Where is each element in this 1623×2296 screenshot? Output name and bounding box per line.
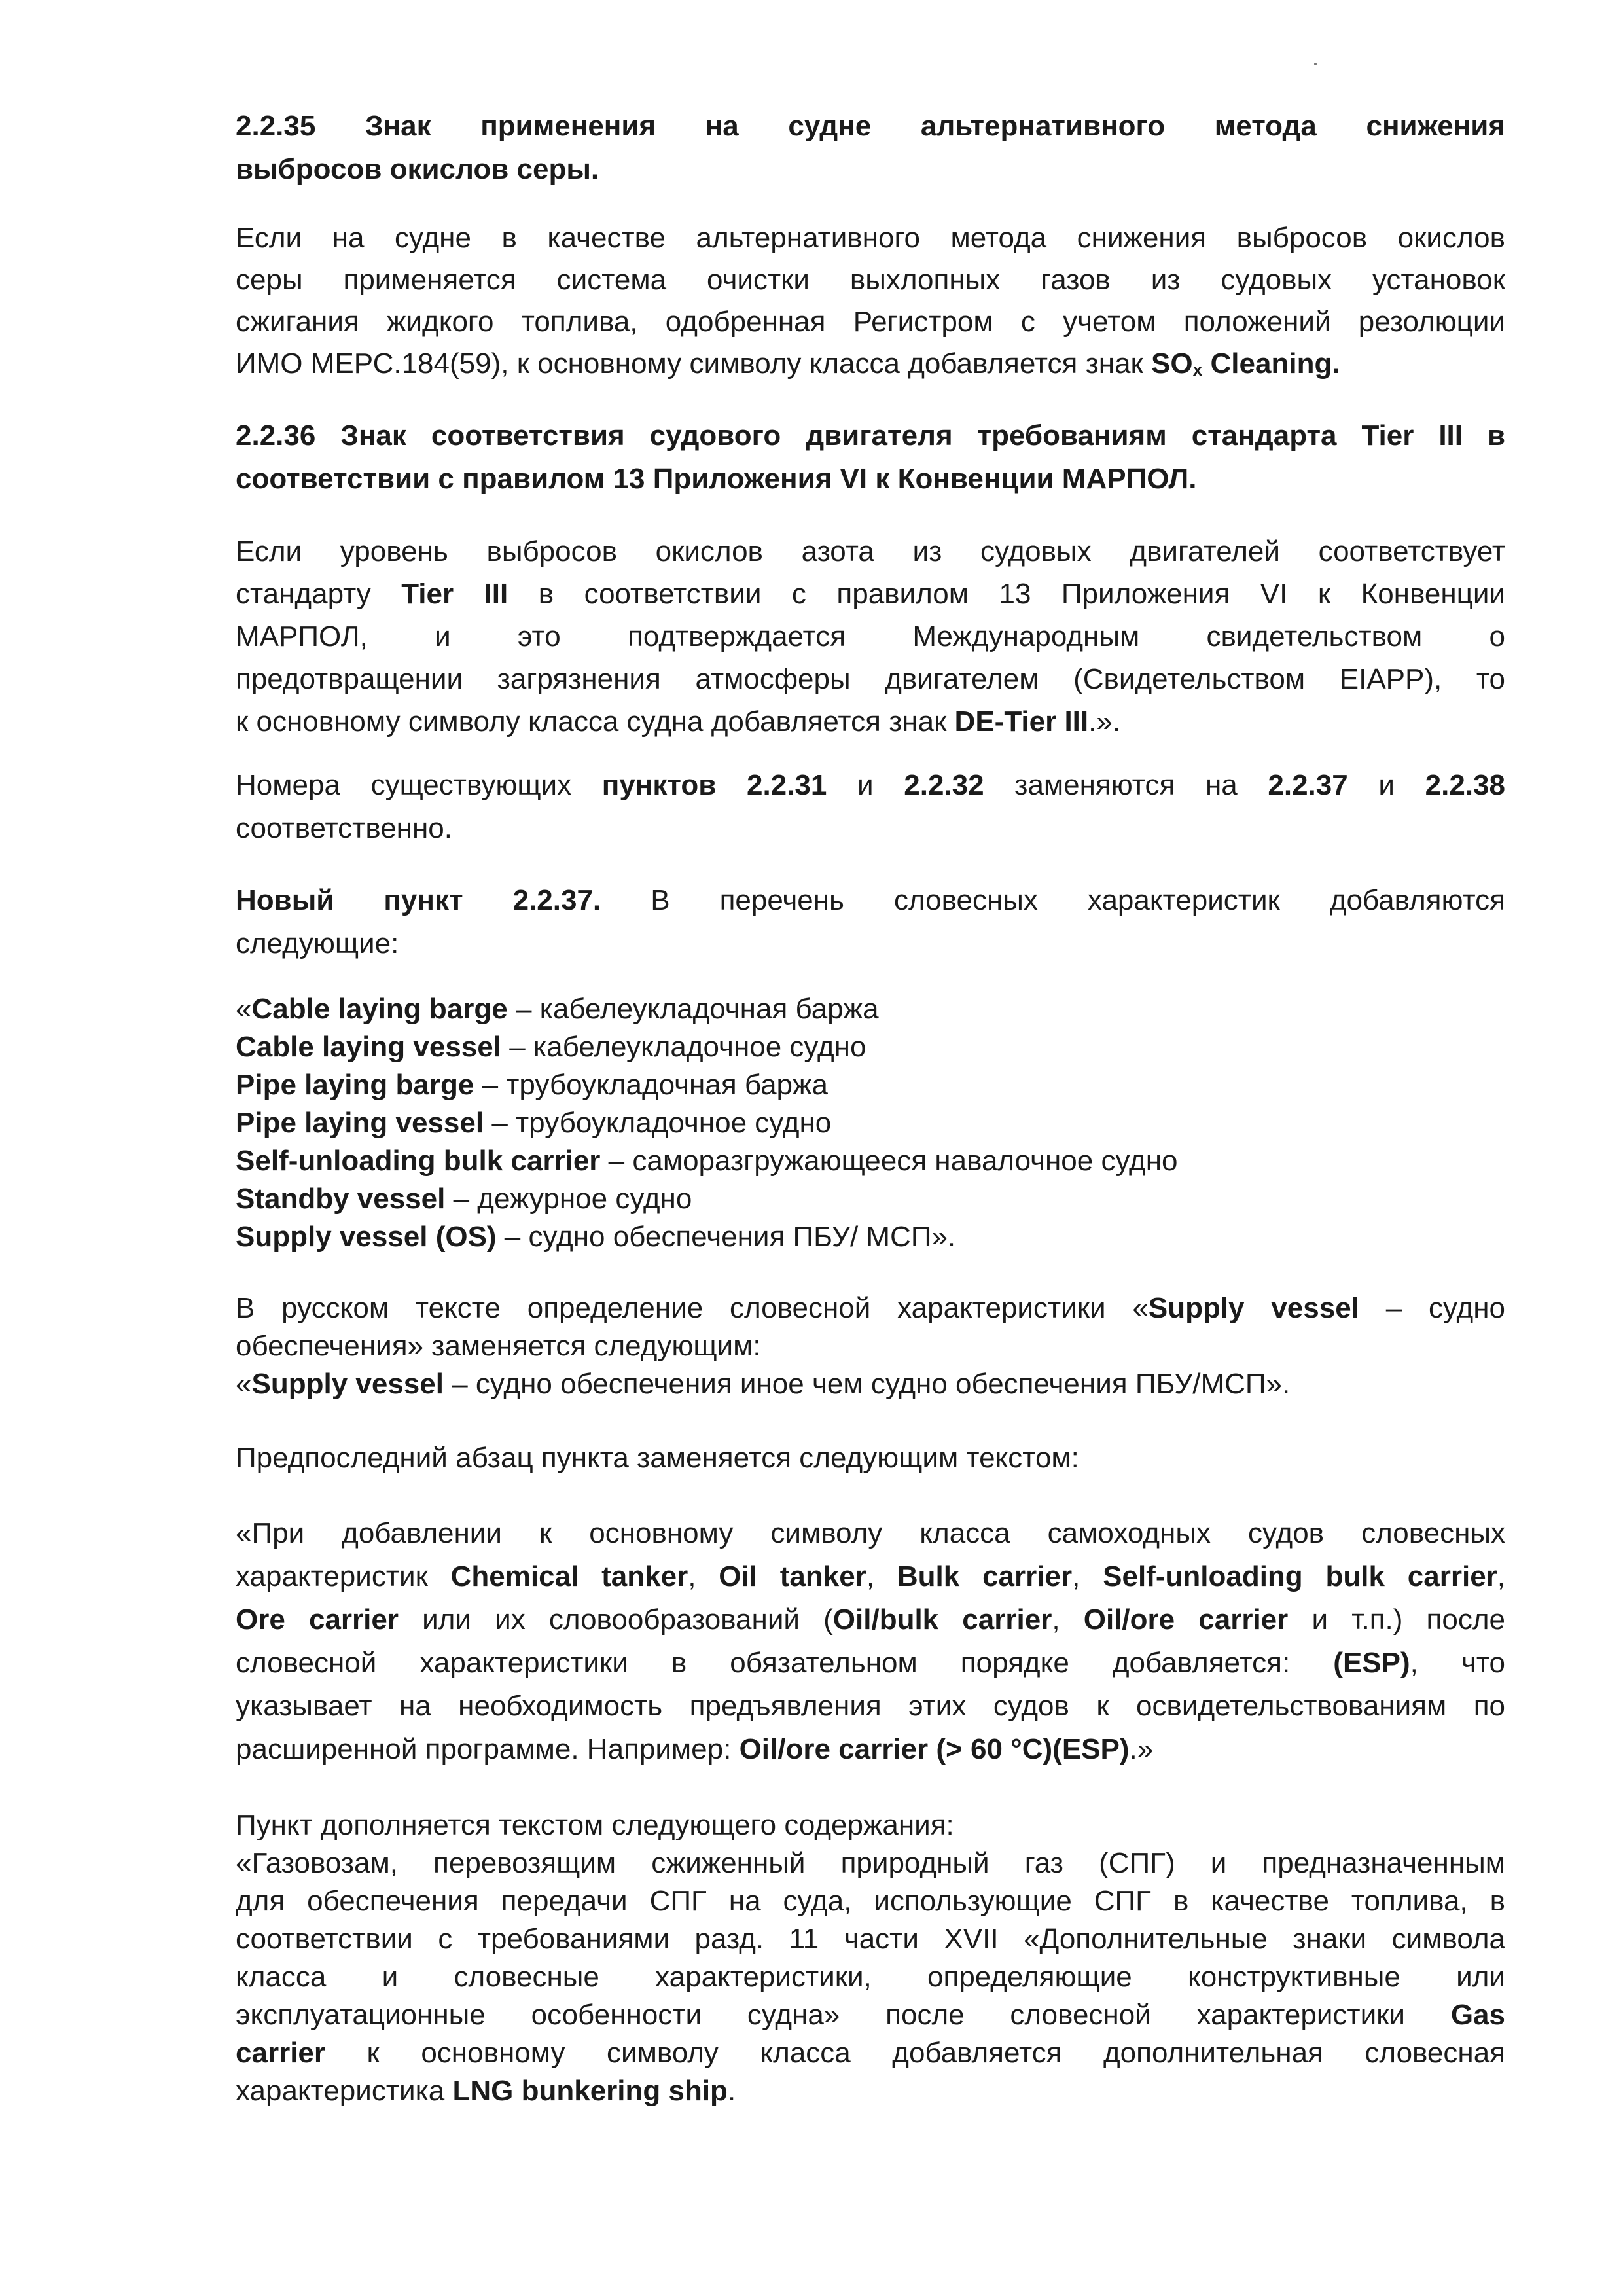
paragraph-penultimate: Предпоследний абзац пункта заменяется следующим текстом: [236, 1442, 1079, 1474]
heading-2-2-36: 2.2.36 Знак соответствия судового двигателя требованиям стандарта Tier III в соответствии с правилом 13 Приложения VI к Конвенции МАРПОЛ. [236, 420, 1505, 495]
scan-speck [1314, 63, 1317, 65]
heading-2-2-35: 2.2.35 Знак применения на судне альтернативного метода снижения выбросов окислов серы. [236, 110, 1505, 185]
paragraph-2-2-36: Если уровень выбросов окислов азота из судовых двигателей соответствует стандарту Tier III в соответствии с правилом 13 Приложения VI к Конвенции МАРПОЛ, и это подтверждается Международным свидетельством о предотвращении загрязнения атмосферы двигателем (Свидетельством EIAPP), то к основному символу класса судна добавляется знак DE-Tier III.». [236, 535, 1505, 738]
list-item: Supply vessel (OS) – судно обеспечения ПБУ/ МСП». [236, 1221, 956, 1253]
paragraph-renumber: Номера существующих пунктов 2.2.31 и 2.2.32 заменяются на 2.2.37 и 2.2.38 соответственно. [236, 769, 1505, 844]
list-item: Pipe laying barge – трубоукладочная баржа [236, 1069, 828, 1101]
list-item: Self-unloading bulk carrier – саморазгружающееся навалочное судно [236, 1145, 1178, 1177]
paragraph-supplement: Пункт дополняется текстом следующего содержания: «Газовозам, перевозящим сжиженный природный газ (СПГ) и предназначенным для обеспечения передачи СПГ на суда, использующие СПГ в качестве топлива, в соответствии с требованиями разд. 11 части XVII «Дополнительные знаки символа класса и словесные характеристики, определяющие конструктивные или эксплуатационные особенности судна» после словесной характеристики Gas carrier к основному символу класса добавляется дополнительная словесная характеристика LNG bunkering ship. [236, 1809, 1505, 2107]
paragraph-supply-vessel: В русском тексте определение словесной характеристики «Supply vessel – судно обеспечения» заменяется следующим: «Supply vessel – судно обеспечения иное чем судно обеспечения ПБУ/МСП». [236, 1292, 1506, 1400]
list-item: Standby vessel – дежурное судно [236, 1183, 692, 1215]
paragraph-new-2-2-37: Новый пункт 2.2.37. В перечень словесных характеристик добавляются следующие: [236, 884, 1505, 960]
terms-list [236, 990, 1505, 1256]
paragraph-esp: «При добавлении к основному символу класса самоходных судов словесных характеристик Chemical tanker, Oil tanker, Bulk carrier, Self-unloading bulk carrier, Ore carrier или их словообразований (Oil/bulk carrier, Oil/ore carrier и т.п.) после словесной характеристики в обязательном порядке добавляется: (ESP), что указывает на необходимость предъявления этих судов к освидетельствованиям по расширенной программе. Например: Oil/ore carrier (> 60 °C)(ESP).» [236, 1517, 1506, 1765]
list-item: «Cable laying barge – кабелеукладочная баржа [236, 993, 879, 1025]
paragraph-2-2-35: Если на судне в качестве альтернативного метода снижения выбросов окислов серы применяется система очистки выхлопных газов из судовых установок сжигания жидкого топлива, одобренная Регистром с учетом положений резолюции ИМО МЕРС.184(59), к основному символу класса добавляется знак $SO_x$ Cleaning. [236, 222, 1505, 380]
list-item: Pipe laying vessel – трубоукладочное судно [236, 1107, 832, 1139]
list-item: Cable laying vessel – кабелеукладочное судно [236, 1031, 866, 1063]
sox-cleaning-mark: $SO_x$ Cleaning. [1151, 348, 1340, 380]
